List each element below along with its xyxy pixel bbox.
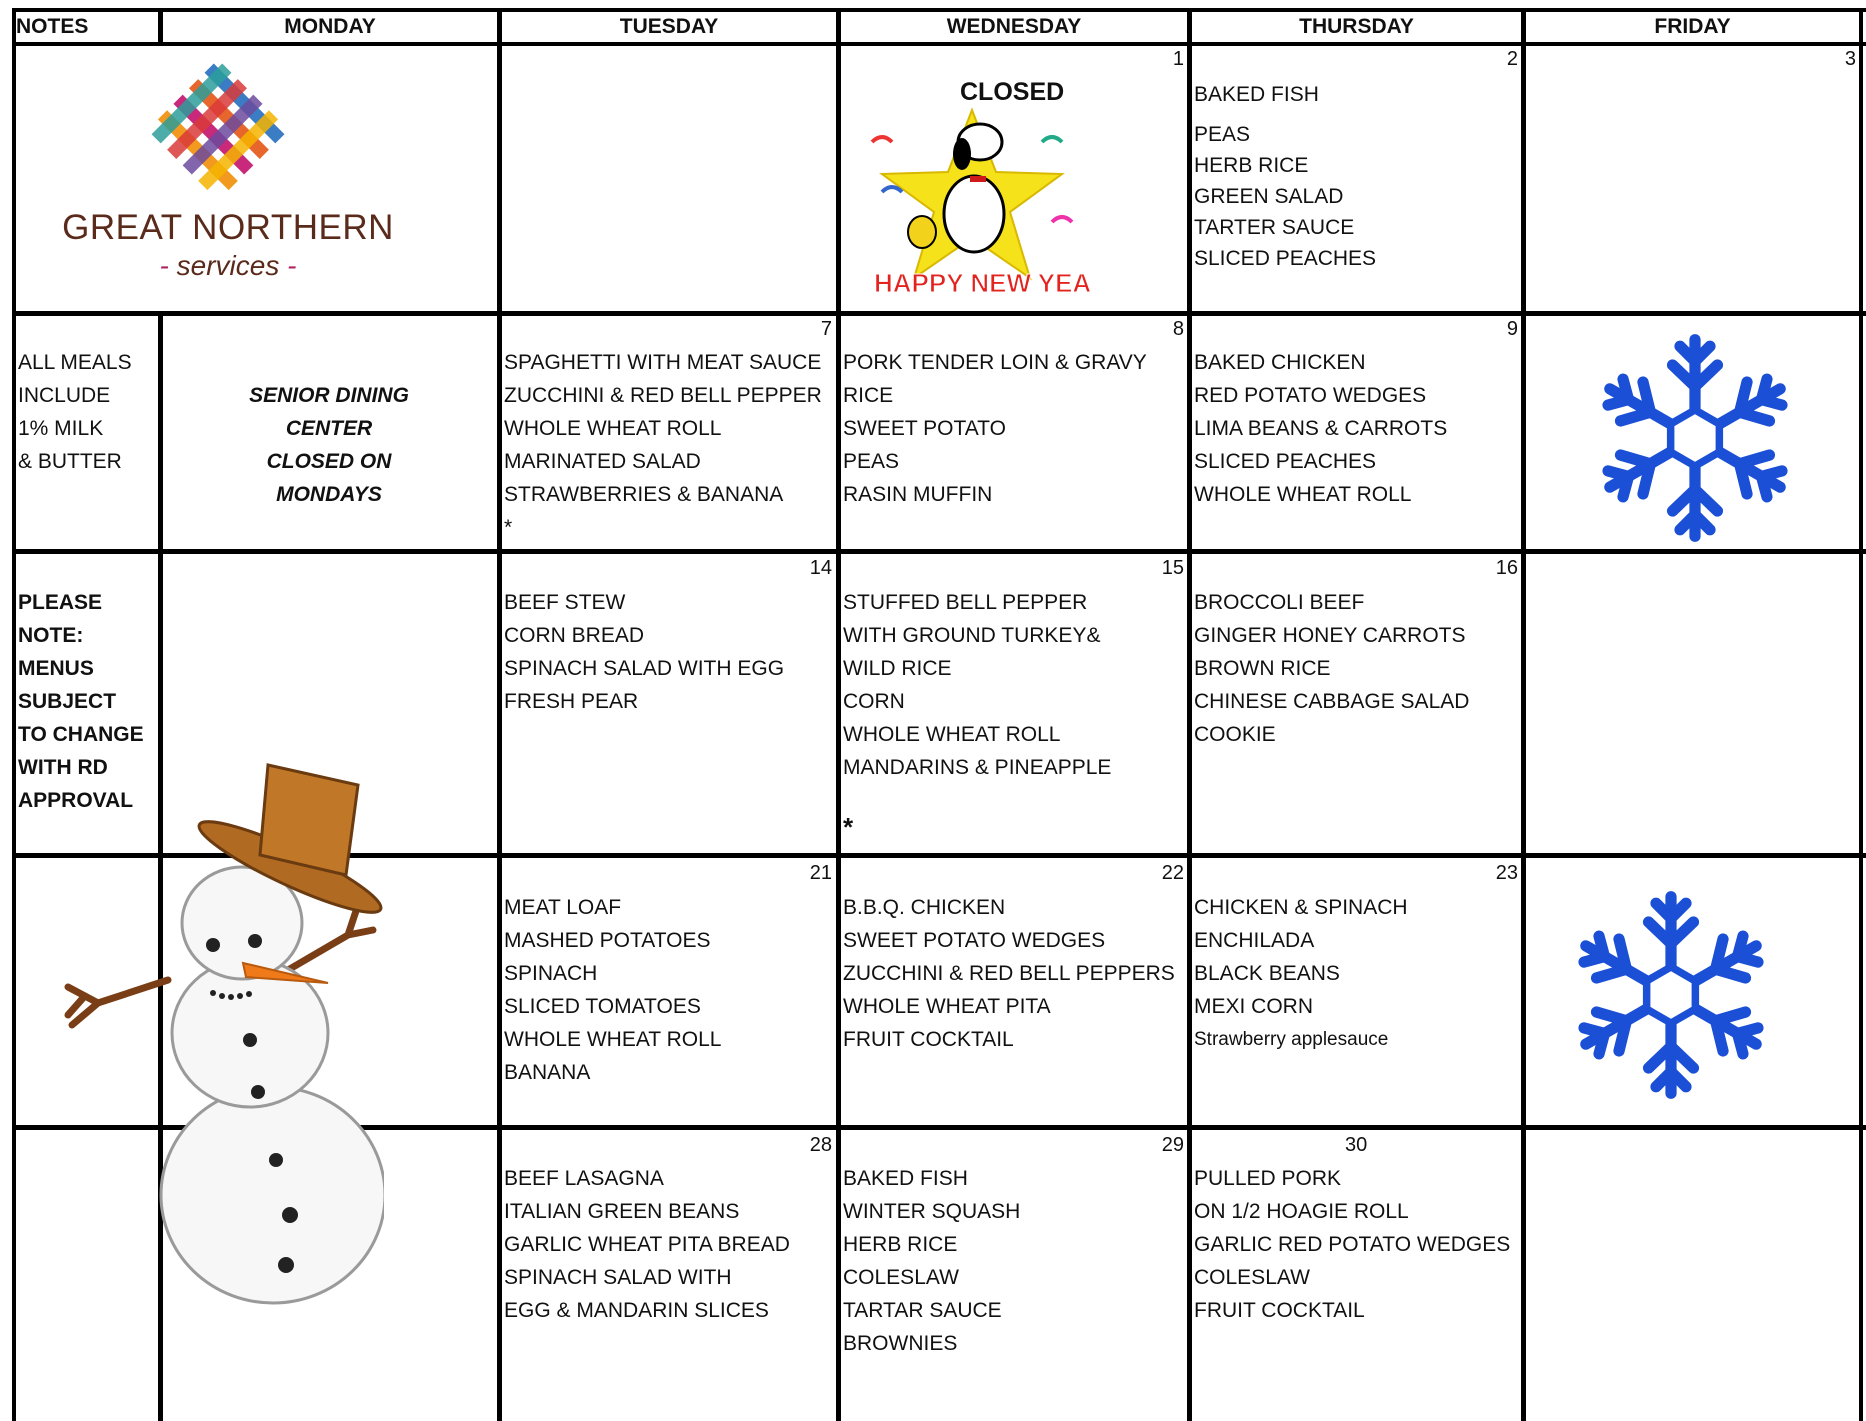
list-item: CHINESE CABBAGE SALAD — [1194, 690, 1470, 713]
menu-day-16 — [1194, 586, 1469, 751]
list-item: EGG & MANDARIN SLICES — [504, 1299, 769, 1322]
monday-closed-note — [160, 379, 498, 511]
notes-line: MENUS — [18, 657, 94, 680]
list-item: TARTER SAUCE — [1194, 216, 1355, 239]
grid-col-thu — [1521, 8, 1526, 1421]
menu-day-2 — [1194, 78, 1376, 273]
list-item: BAKED CHICKEN — [1194, 351, 1366, 374]
list-item: RASIN MUFFIN — [843, 483, 993, 506]
notes-line: NOTE: — [18, 624, 84, 647]
list-item: PEAS — [1194, 123, 1251, 146]
list-item: Strawberry applesauce — [1194, 1029, 1389, 1050]
list-item: BAKED FISH — [843, 1167, 968, 1190]
menu-day-8 — [843, 346, 1147, 511]
list-item: PORK TENDER LOIN & GRAVY — [843, 351, 1147, 374]
list-item: SWEET POTATO — [843, 417, 1006, 440]
header-friday: FRIDAY — [1654, 15, 1731, 38]
header-monday: MONDAY — [284, 15, 376, 38]
snoopy-new-year-icon — [862, 102, 1090, 300]
list-item: HERB RICE — [1194, 154, 1309, 177]
monday-note-line: CENTER — [285, 417, 373, 440]
notes-line: WITH RD — [18, 756, 108, 779]
list-item: GARLIC RED POTATO WEDGES — [1194, 1233, 1511, 1256]
list-item: WILD RICE — [843, 657, 952, 680]
list-item: WINTER SQUASH — [843, 1200, 1021, 1223]
list-item: WHOLE WHEAT PITA — [843, 995, 1051, 1018]
list-item: BROWNIES — [843, 1332, 958, 1355]
grid-col-right — [1859, 8, 1863, 1421]
menu-day-28 — [504, 1162, 790, 1327]
list-item: ZUCCHINI & RED BELL PEPPER — [504, 384, 822, 407]
day-8: 8 — [1172, 318, 1184, 340]
list-item: BAKED FISH — [1194, 83, 1319, 106]
header-wednesday: WEDNESDAY — [946, 15, 1082, 38]
day-1: 1 — [1172, 48, 1184, 70]
list-item: HERB RICE — [843, 1233, 958, 1256]
logo-sub-text: services — [176, 250, 280, 281]
svg-text:HAPPY NEW YEAR: HAPPY NEW YEAR — [874, 268, 1090, 298]
list-item: STRAWBERRIES & BANANA — [504, 483, 784, 506]
grid-row1-bottom — [12, 311, 1866, 316]
list-item: MASHED POTATOES — [504, 929, 711, 952]
list-item: COLESLAW — [1194, 1266, 1310, 1289]
day-30: 30 — [1345, 1134, 1368, 1156]
menu-day-22 — [843, 891, 1175, 1056]
list-item: FRUIT COCKTAIL — [1194, 1299, 1365, 1322]
snowflake-icon — [1568, 882, 1774, 1108]
day-22: 22 — [1161, 862, 1184, 884]
menu-day-15 — [843, 586, 1111, 784]
day-14: 14 — [809, 557, 832, 579]
list-item: GARLIC WHEAT PITA BREAD — [504, 1233, 790, 1256]
day-9: 9 — [1506, 318, 1518, 340]
list-item: WHOLE WHEAT ROLL — [843, 723, 1061, 746]
notes-meals — [18, 346, 132, 478]
day-21: 21 — [809, 862, 832, 884]
notes-line: 1% MILK — [18, 417, 104, 440]
monday-note-line: CLOSED ON — [266, 450, 392, 473]
list-item: BEEF STEW — [504, 591, 626, 614]
list-item: SLICED PEACHES — [1194, 247, 1377, 270]
grid-col-tue — [836, 8, 841, 1421]
notes-line: INCLUDE — [18, 384, 111, 407]
list-item: WHOLE WHEAT ROLL — [504, 417, 722, 440]
day-7: 7 — [820, 318, 832, 340]
list-item: * — [504, 516, 513, 539]
notes-line: & BUTTER — [18, 450, 122, 473]
header-notes: NOTES — [16, 15, 89, 38]
list-item: SPINACH — [504, 962, 598, 985]
list-item: WHOLE WHEAT ROLL — [504, 1028, 722, 1051]
header-tuesday: TUESDAY — [619, 15, 719, 38]
logo-weave-icon — [40, 58, 420, 208]
grid-col-wed — [1187, 8, 1192, 1421]
list-item: RED POTATO WEDGES — [1194, 384, 1427, 407]
menu-day-21 — [504, 891, 721, 1089]
notes-line: APPROVAL — [18, 789, 134, 812]
list-item: BANANA — [504, 1061, 591, 1084]
logo — [40, 58, 420, 288]
list-item: COOKIE — [1194, 723, 1276, 746]
list-item: ENCHILADA — [1194, 929, 1315, 952]
list-item: SPINACH SALAD WITH — [504, 1266, 732, 1289]
asterisk-mark: * — [843, 812, 854, 842]
grid-col-left — [12, 8, 16, 1421]
menu-day-29 — [843, 1162, 1020, 1360]
notes-line: PLEASE — [18, 591, 103, 614]
list-item: GREEN SALAD — [1194, 185, 1344, 208]
list-item: ON 1/2 HOAGIE ROLL — [1194, 1200, 1409, 1223]
menu-day-14 — [504, 586, 784, 718]
list-item: CHICKEN & SPINACH — [1194, 896, 1408, 919]
list-item: COLESLAW — [843, 1266, 959, 1289]
list-item: CORN BREAD — [504, 624, 645, 647]
notes-line: SUBJECT — [18, 690, 117, 713]
list-item: SLICED TOMATOES — [504, 995, 701, 1018]
list-item: SPINACH SALAD WITH EGG — [504, 657, 785, 680]
day-29: 29 — [1161, 1134, 1184, 1156]
list-item: BROCCOLI BEEF — [1194, 591, 1365, 614]
menu-day-30 — [1194, 1162, 1510, 1327]
list-item: SPAGHETTI WITH MEAT SAUCE — [504, 351, 822, 374]
list-item: B.B.Q. CHICKEN — [843, 896, 1006, 919]
list-item: MEAT LOAF — [504, 896, 622, 919]
snowflake-icon — [1592, 325, 1798, 551]
menu-day-7 — [504, 346, 822, 544]
snowman-icon — [28, 755, 384, 1305]
list-item: PULLED PORK — [1194, 1167, 1342, 1190]
list-item: TARTAR SAUCE — [843, 1299, 1002, 1322]
monday-note-line: MONDAYS — [276, 483, 382, 506]
day-16: 16 — [1495, 557, 1518, 579]
list-item: STUFFED BELL PEPPER — [843, 591, 1088, 614]
day-28: 28 — [809, 1134, 832, 1156]
list-item: ITALIAN GREEN BEANS — [504, 1200, 740, 1223]
header-thursday: THURSDAY — [1299, 15, 1414, 38]
day-2: 2 — [1506, 48, 1518, 70]
list-item: GINGER HONEY CARROTS — [1194, 624, 1466, 647]
notes-line: ALL MEALS — [18, 351, 132, 374]
closed-label: CLOSED — [960, 78, 1065, 106]
list-item: BROWN RICE — [1194, 657, 1331, 680]
list-item: PEAS — [843, 450, 900, 473]
list-item: LIMA BEANS & CARROTS — [1194, 417, 1448, 440]
logo-name: GREAT NORTHERN — [62, 208, 394, 247]
grid-row2-bottom — [12, 549, 1866, 554]
list-item: ZUCCHINI & RED BELL PEPPERS — [843, 962, 1175, 985]
list-item: SWEET POTATO WEDGES — [843, 929, 1106, 952]
list-item: MARINATED SALAD — [504, 450, 701, 473]
logo-sub: - services - — [159, 250, 297, 281]
list-item: BLACK BEANS — [1194, 962, 1340, 985]
day-15: 15 — [1161, 557, 1184, 579]
menu-day-9 — [1194, 346, 1447, 511]
monday-note-line: SENIOR DINING — [249, 384, 409, 407]
list-item: MANDARINS & PINEAPPLE — [843, 756, 1112, 779]
list-item: SLICED PEACHES — [1194, 450, 1377, 473]
list-item: WHOLE WHEAT ROLL — [1194, 483, 1412, 506]
notes-line: TO CHANGE — [18, 723, 144, 746]
list-item: FRESH PEAR — [504, 690, 639, 713]
list-item: WITH GROUND TURKEY& — [843, 624, 1101, 647]
menu-day-23 — [1194, 891, 1408, 1056]
list-item: BEEF LASAGNA — [504, 1167, 664, 1190]
day-23: 23 — [1495, 862, 1518, 884]
list-item: CORN — [843, 690, 905, 713]
list-item: MEXI CORN — [1194, 995, 1314, 1018]
day-3: 3 — [1844, 48, 1856, 70]
list-item: FRUIT COCKTAIL — [843, 1028, 1014, 1051]
grid-col-mon — [497, 8, 502, 1421]
list-item: RICE — [843, 384, 894, 407]
